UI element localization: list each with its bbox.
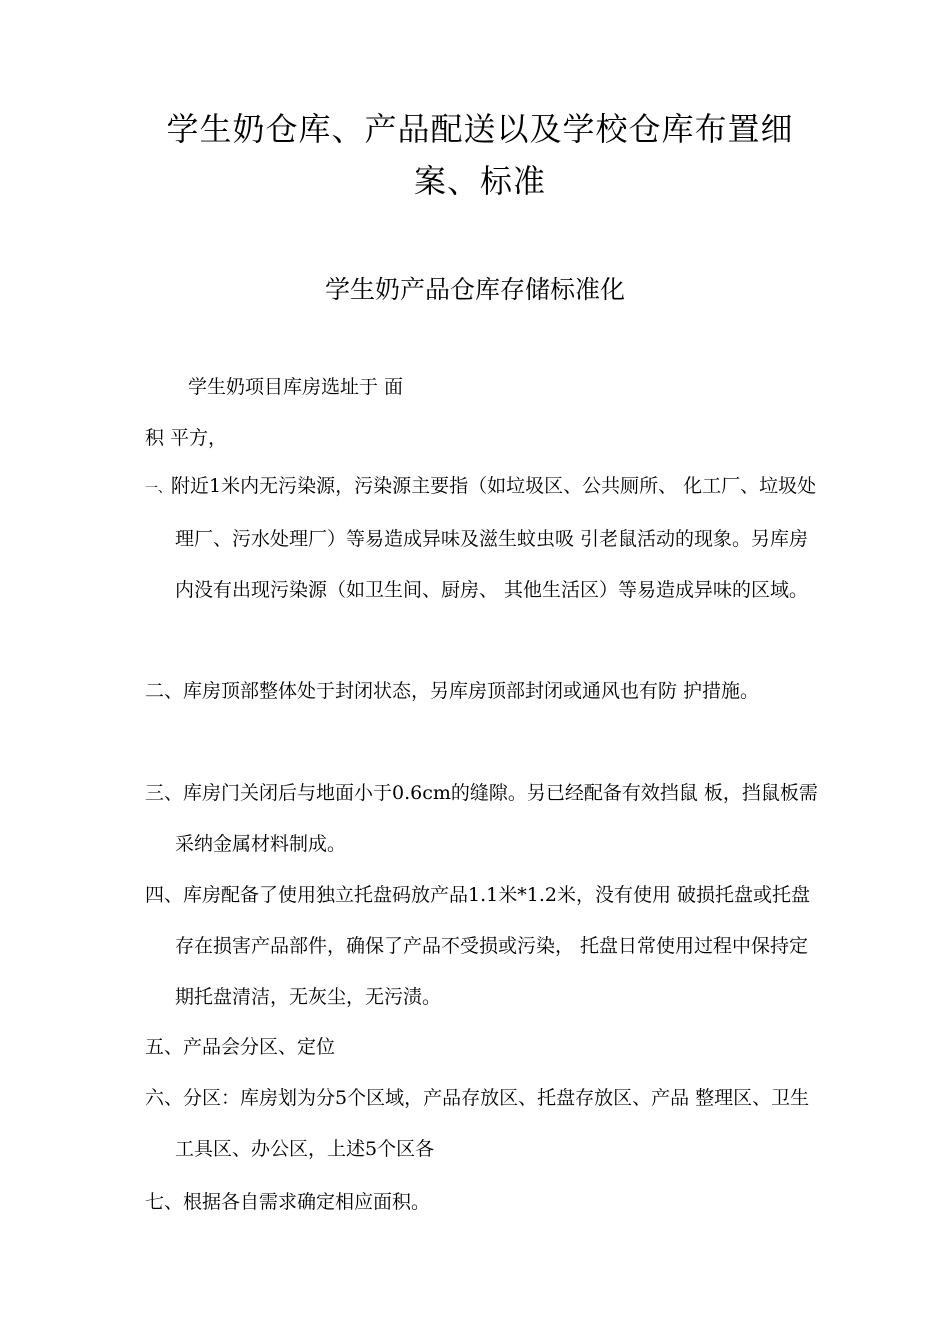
list-item-7: [145, 1177, 820, 1228]
list-item-number: 四、: [145, 884, 184, 906]
list-item-text: 库房顶部整体处于封闭状态，另库房顶部封闭或通风也有防 护措施。: [183, 680, 760, 702]
list-item-text: 根据各自需求确定相应面积。: [183, 1191, 431, 1213]
list-item-6: [145, 1073, 820, 1175]
list-item-text: 产品会分区、定位: [183, 1036, 336, 1058]
list-item-number: 六、: [145, 1087, 184, 1109]
list-item-text: 库房门关闭后与地面小于0.6cm的缝隙。另已经配备有效挡鼠 板，挡鼠板需采纳金属材料制成。: [175, 782, 818, 855]
list-item-text: 附近1米内无污染源，污染源主要指（如垃圾区、公共厕所、 化工厂、垃圾处理厂、污水处理厂）等易造成异味及滋生蚊虫吸 引老鼠活动的现象。另库房内没有出现污染源（如卫生间、厨房、 其他生活区）等易造成异味的区域。: [171, 475, 817, 601]
list-item-text: 库房配备了使用独立托盘码放产品1.1米*1.2米，没有使用 破损托盘或托盘存在损害产品部件，确保了产品不受损或污染， 托盘日常使用过程中保持定期托盘清洁，无灰尘，无污渍。: [175, 884, 810, 1008]
list-item-number: 五、: [145, 1036, 184, 1058]
list-item-number: 一、: [145, 481, 172, 496]
list-item-5: [145, 1022, 820, 1073]
list-item-text: 分区：库房划为分5个区域，产品存放区、托盘存放区、产品 整理区、卫生工具区、办公区，上述5个区各: [175, 1087, 810, 1160]
list-item-1: [145, 461, 820, 616]
list-item-3: [145, 768, 820, 870]
list-item-4: [145, 870, 820, 1023]
list-item-number: 二、: [145, 680, 184, 702]
intro-line-1: 学生奶项目库房选址于 面: [188, 376, 404, 398]
list-item-number: 七、: [145, 1191, 184, 1213]
list-item-2: [145, 666, 820, 717]
document-title: 学生奶仓库、产品配送以及学校仓库布置细案、标准: [166, 110, 794, 200]
document-subtitle: 学生奶产品仓库存储标准化: [324, 275, 625, 304]
intro-line-2: 积 平方，: [145, 427, 228, 449]
list-item-number: 三、: [145, 782, 184, 804]
